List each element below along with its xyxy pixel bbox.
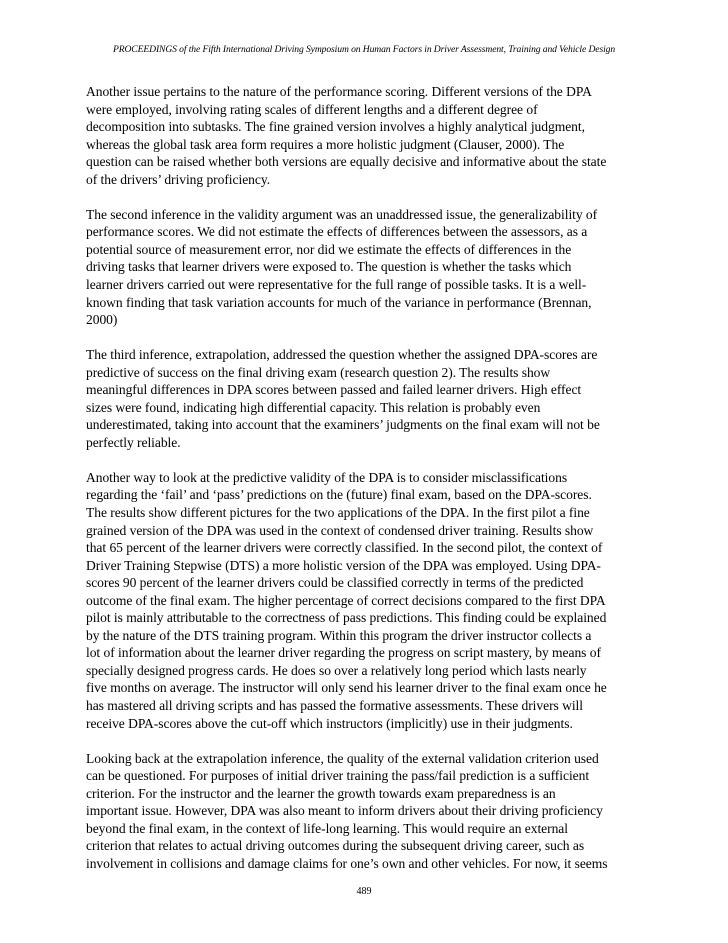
paragraph	[86, 750, 652, 873]
text-line: specially designed progress cards. He does so over a relatively long period which lasts nearly	[86, 662, 587, 678]
text-line: question can be raised whether both versions are equally decisive and informative about the state	[86, 154, 607, 170]
text-line: receive DPA-scores above the cut-off which instructors (implicitly) use in their judgments.	[86, 715, 573, 731]
body-text	[86, 83, 652, 890]
paragraph	[86, 83, 652, 188]
text-line: that 65 percent of the learner drivers were correctly classified. In the second pilot, the context of	[86, 540, 603, 556]
text-line: can be questioned. For purposes of initial driver training the pass/fail prediction is a sufficient	[86, 768, 590, 784]
running-header: PROCEEDINGS of the Fifth International Driving Symposium on Human Factors in Driver Assessment, Training and Vehicle Design	[112, 44, 616, 55]
text-line: The second inference in the validity argument was an unaddressed issue, the generalizability of	[86, 206, 598, 222]
text-line: scores 90 percent of the learner drivers could be classified correctly in terms of the predicted	[86, 575, 584, 591]
page-number: 489	[356, 886, 372, 897]
text-line: decomposition into subtasks. The fine grained version involves a highly analytical judgment,	[86, 119, 585, 135]
text-line: beyond the final exam, in the context of life-long learning. This would require an external	[86, 820, 568, 836]
text-line: meaningful differences in DPA scores between passed and failed learner drivers. High effect	[86, 382, 582, 398]
text-line: outcome of the final exam. The higher percentage of correct decisions compared to the first DPA	[86, 592, 606, 608]
text-line: underestimated, taking into account that the examiners’ judgments on the final exam will not be	[86, 417, 600, 433]
text-line: Looking back at the extrapolation inference, the quality of the external validation criterion used	[86, 750, 599, 766]
text-line: five months on average. The instructor will only send his learner driver to the final exam once he	[86, 680, 607, 696]
text-line: 2000)	[86, 312, 118, 328]
text-line: Another issue pertains to the nature of the performance scoring. Different versions of the DPA	[86, 84, 592, 99]
text-line: The third inference, extrapolation, addressed the question whether the assigned DPA-scores are	[86, 347, 598, 363]
text-line: involvement in collisions and damage claims for one’s own and other vehicles. For now, it seems	[86, 855, 608, 871]
text-line: The results show different pictures for the two applications of the DPA. In the first pilot a fine	[86, 504, 590, 520]
text-line: Another way to look at the predictive validity of the DPA is to consider misclassifications	[86, 469, 568, 485]
text-line: potential source of measurement error, nor did we estimate the effects of differences in the	[86, 241, 572, 257]
text-line: pilot is mainly attributable to the correctness of pass predictions. This finding could be explained	[86, 610, 607, 626]
text-line: criterion. For the instructor and the learner the growth towards exam preparedness is an	[86, 785, 556, 801]
text-line: criterion that relates to actual driving outcomes during the subsequent driving career, such as	[86, 838, 585, 854]
text-line: Driver Training Stepwise (DTS) a more holistic version of the DPA was employed. Using DPA-	[86, 557, 601, 573]
text-line: known finding that task variation accounts for much of the variance in performance (Brennan,	[86, 294, 592, 310]
text-line: has mastered all driving scripts and has passed the formative assessments. These drivers will	[86, 698, 583, 713]
text-line: grained version of the DPA was used in the context of condensed driver training. Results show	[86, 522, 594, 538]
text-line: whereas the global task area form requires a more holistic judgment (Clauser, 2000). The	[86, 136, 565, 152]
text-line: perfectly reliable.	[86, 434, 181, 450]
paragraph	[86, 346, 652, 451]
text-line: by the nature of the DTS training program. Within this program the driver instructor collects a	[86, 627, 592, 643]
paragraph	[86, 469, 652, 732]
text-line: sizes were found, indicating high differential capacity. This relation is probably even	[86, 399, 541, 415]
text-line: performance scores. We did not estimate the effects of differences between the assessors, as a	[86, 224, 588, 240]
text-line: predictive of success on the final driving exam (research question 2). The results show	[86, 364, 551, 380]
text-line: learner drivers carried out were representative for the full range of possible tasks. It is a well-	[86, 276, 587, 292]
text-line: of the drivers’ driving proficiency.	[86, 171, 271, 187]
text-line: driving tasks that learner drivers were exposed to. The question is whether the tasks which	[86, 259, 572, 275]
paragraph	[86, 206, 652, 329]
text-line: important issue. However, DPA was also meant to inform drivers about their driving proficiency	[86, 803, 603, 819]
text-line: lot of information about the learner driver regarding the progress on script mastery, by means of	[86, 645, 601, 661]
text-line: were employed, involving rating scales of different lengths and a different degree of	[86, 101, 538, 117]
text-line: regarding the ‘fail’ and ‘pass’ predictions on the (future) final exam, based on the DPA-scores.	[86, 487, 592, 503]
